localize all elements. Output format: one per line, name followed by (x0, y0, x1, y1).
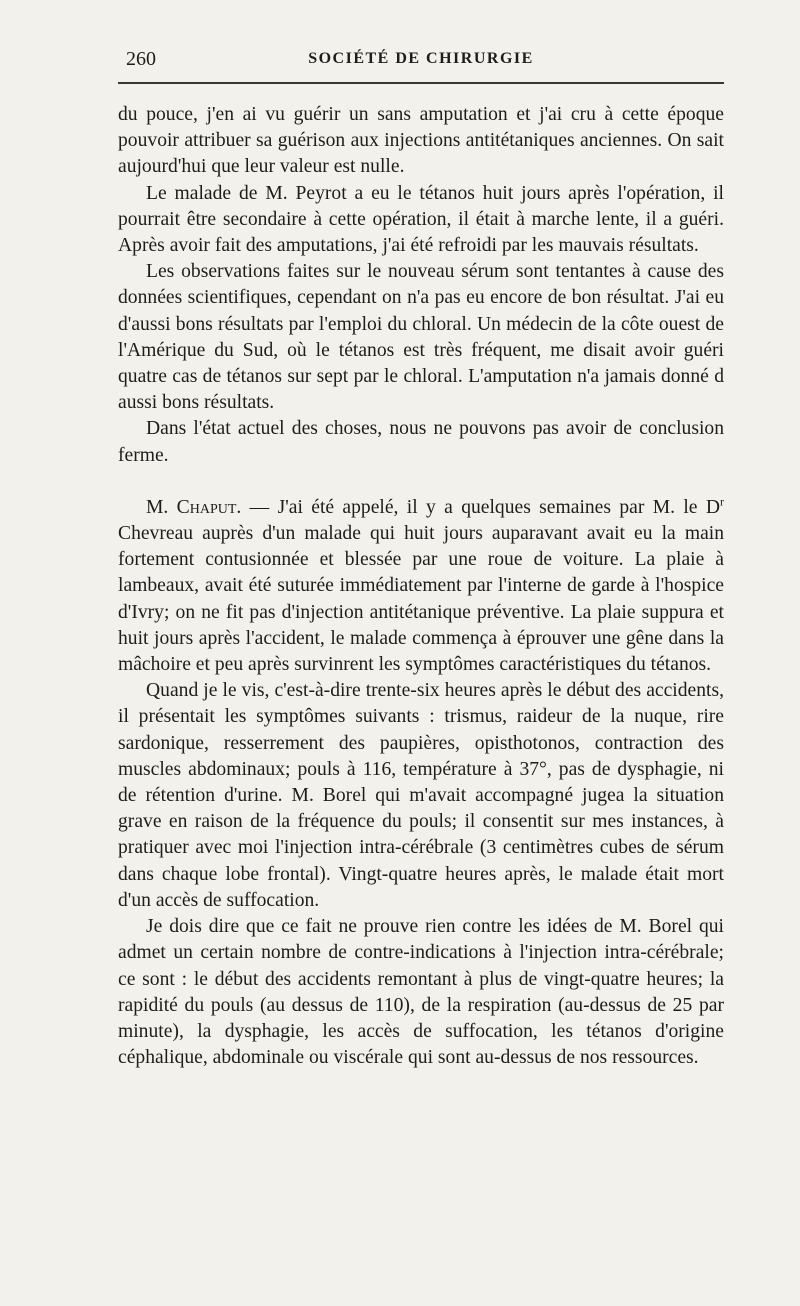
paragraph: Je dois dire que ce fait ne prouve rien contre les idées de M. Borel qui admet un certain nombre de contre-indications à l'injection intra-cérébrale; ce sont : le début des accidents remontant à plus de vingt-quatre heures; la rapidité du pouls (au dessus de 110), de la respiration (au-dessus de 25 par minute), la dysphagie, les accès de suffocation, les tétanos d'origine céphalique, abdominale ou viscérale qui sont au-dessus de nos ressources. (118, 916, 724, 1069)
speaker-name: Chaput (176, 496, 237, 518)
doctor-superscript: r (720, 494, 724, 509)
paragraph: Le malade de M. Peyrot a eu le tétanos huit jours après l'opération, il pourrait être secondaire à cette opération, il était à marche lente, il a guéri. Après avoir fait des amputations, j'ai été refroidi par les mauvais résultats. (118, 182, 724, 257)
paragraph: Quand je le vis, c'est-à-dire trente-six heures après le début des accidents, il présentait les symptômes suivants : trismus, raideur de la nuque, rire sardonique, resserrement des paupières, opisthotonos, contraction des muscles abdominaux; pouls à 116, température à 37°, pas de dysphagie, ni de rétention d'urine. M. Borel qui m'avait accompagné jugea la situation grave en raison de la fréquence du pouls; il consentit sur mes instances, à pratiquer avec moi l'injection intra-cérébrale (3 centimètres cubes de sérum dans chaque lobe frontal). Vingt-quatre heures après, le malade était mort d'un accès de suffocation. (118, 680, 724, 911)
paragraph: Les observations faites sur le nouveau sérum sont tentantes à cause des données scientifiques, cependant on n'a pas eu encore de bon résultat. J'ai eu d'aussi bons résultats par l'emploi du chloral. Un médecin de la côte ouest de l'Amérique du Sud, où le tétanos est très fréquent, me disait avoir guéri quatre cas de tétanos sur sept par le chloral. L'amputation n'a jamais donné d aussi bons résultats. (118, 261, 724, 414)
book-page (118, 40, 724, 1071)
running-head: SOCIÉTÉ DE CHIRURGIE (308, 50, 534, 67)
chaput-text-2: Chevreau auprès d'un malade qui huit jours auparavant avait eu la main fortement contusionnée et blessée par une roue de voiture. La plaie à lambeaux, avait été suturée immédiatement par l'interne de garde à l'hospice d'Ivry; on ne fit pas d'injection antitétanique préventive. La plaie suppura et huit jours après l'accident, le malade commença à éprouver une gêne dans la mâchoire et peu après survinrent les symptômes caractéristiques du tétanos. (118, 523, 724, 676)
paragraph: du pouce, j'en ai vu guérir un sans amputation et j'ai cru à cette époque pouvoir attribuer sa guérison aux injections antitétaniques anciennes. On sait aujourd'hui que leur valeur est nulle. (118, 104, 724, 178)
speaker-prefix: M. (146, 496, 177, 518)
chaput-paragraph (118, 495, 724, 678)
body-text (118, 102, 724, 1071)
header-rule (118, 82, 724, 84)
paragraph: Dans l'état actuel des choses, nous ne pouvons pas avoir de conclusion ferme. (118, 418, 724, 466)
section-gap (118, 469, 724, 495)
speaker-dash: . — (236, 496, 278, 518)
chaput-text-1: J'ai été appelé, il y a quelques semaines par M. le D (277, 496, 720, 518)
page-header (118, 40, 724, 70)
page-number: 260 (126, 48, 156, 70)
